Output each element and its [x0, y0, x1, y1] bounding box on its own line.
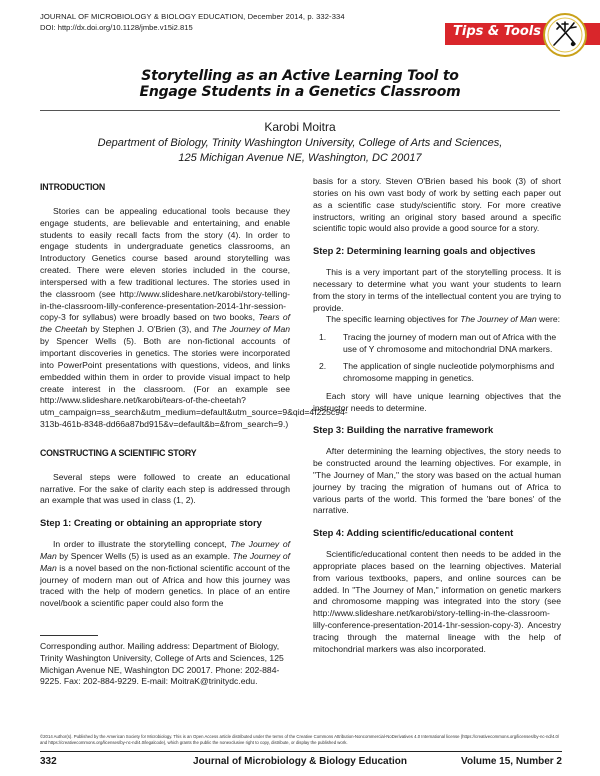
step2-text-a: The specific learning objectives for — [326, 314, 461, 325]
step2-paragraph-3: Each story will have unique learning objectives that the instructor needs to determine. — [313, 390, 561, 413]
affiliation-line-2: 125 Michigan Avenue NE, Washington, DC 20017 — [178, 152, 422, 164]
objective-number: 2. — [319, 360, 327, 371]
objectives-list — [313, 332, 561, 384]
intro-paragraph — [40, 205, 348, 431]
author-affiliation — [0, 136, 600, 166]
objective-text: Tracing the journey of modern man out of Africa with the use of Y chromosome and mitochondrial DNA markers. — [343, 332, 557, 355]
author-name: Karobi Moitra — [264, 120, 336, 134]
objective-number: 1. — [319, 332, 327, 343]
intro-heading: INTRODUCTION — [40, 182, 106, 192]
footnote-rule — [40, 635, 98, 636]
objective-text: The application of single nucleotide polymorphisms and chromosome mapping in genetics. — [343, 360, 555, 383]
footer-rule — [40, 751, 562, 752]
book-title-journey: The Journey of Man — [211, 324, 291, 335]
book-title-cheetah: Tears of the Cheetah — [40, 312, 291, 335]
title-line-1: Storytelling as an Active Learning Tool to — [141, 68, 459, 84]
construct-paragraph: Several steps were followed to create an educational narrative. For the sake of clarity each step is addressed through an example that was used in class (1, 2). — [40, 471, 290, 506]
page-number: 332 — [40, 756, 57, 767]
step1-book-title: The Journey of Man — [40, 539, 290, 561]
step1-text-b: by Spencer Wells (5) is used as an example. — [56, 550, 233, 561]
doi-line: DOI: http://dx.doi.org/10.1128/jmbe.v15i2.815 — [40, 23, 193, 32]
step2-paragraph-1: This is a very important part of the storytelling process. It is necessary to determine what you want your students to learn from the story in terms of the intellectual content you are trying to provide. — [313, 267, 561, 313]
construct-heading: CONSTRUCTING A SCIENTIFIC STORY — [40, 447, 197, 458]
continued-paragraph: basis for a story. Steven O'Brien based his book (3) of short stories on his own vast body of work by setting each paper out as a scientific case study/scientific story. For more creative instructors, writing an original story based around a specific scientific topic would also provide a good source for a story. — [313, 176, 561, 234]
step4-heading: Step 4: Adding scientific/educational content — [313, 527, 514, 539]
corresponding-author-footnote: Corresponding author. Mailing address: Department of Biology, Trinity Washington University, College of Arts and Sciences, 125 Michigan Avenue NE, Washington DC 20017. Phone: 202-884-9225. Fax: 202-884-9229. E-mail: MoitraK@trinitydc.edu. — [40, 641, 284, 687]
step4-paragraph: Scientific/educational content then needs to be added in the appropriate places based on the learning objectives. Material from various textbooks, papers, and online sources can be added. In "The Journey of Man," information on genetic markers and chromosome mapping was integrated into the story (see http://www.slideshare.net/karobi/story-telling-in-the-classroom-lilly-conference-presentation-2014-1hr-session-copy-3). Ancestry tracing through the maternal lineage with the help of mitochondrial markers was also incorporated. — [313, 549, 561, 654]
step1-book-title-2: The Journey of Man — [40, 550, 290, 573]
footer-volume: Volume 15, Number 2 — [461, 756, 562, 767]
step1-text-c: is a novel based on the non-fictional scientific account of the journey of modern man out of Africa and how this journey was traced with the help of modern genetics. In place of an entire novel/book a scientific paper could also form the — [40, 562, 290, 609]
intro-text-b: by Stephen J. O'Brien (3), and — [87, 324, 212, 335]
intro-text-c: by Spencer Wells (5). Both are non-fictional accounts of important discoveries in genetics. The stories were incorporated into PowerPoint presentations with questions, videos, and links embedded within them in order to provide visual impact to help create interest in the classroom. (For an example see http://www.slideshare.net/karobi/tears-of-the-cheetah?utm_campaign=ss_search&utm_medium=default&utm_source=9&qid=4f225c94-313b-461b-8348-dd66a87bd915&v=default&b=&from_search=9.) — [40, 336, 348, 430]
section-label: Tips & Tools — [453, 24, 542, 39]
step1-paragraph — [40, 539, 290, 610]
intro-text-a: Stories can be appealing educational tools because they engage students, are believable and entertaining, and enable students to easily recall facts from the story (4). In order to engage students in undergraduate genetics classrooms, an Introductory Genetics course based around storytelling was created. There were eleven stories included in the course, interspersed with a few traditional lectures. The stories used in the classroom (see http://www.slideshare.net/karobi/story-telling-in-the-classroom-lilly-conference-presentation-2014-1hr-session-copy-3 for syllabus) were broadly based on two books, — [40, 205, 290, 323]
step3-paragraph: After determining the learning objectives, the story needs to be constructed around the learning objectives. For example, in "The Journey of Man," the story was based on the actual human journey by tracing the migration of humans out of Africa to various parts of the world. This formed the 'bare bones' of the narrative. — [313, 446, 561, 516]
left-column — [40, 176, 348, 610]
tips-tools-logo-icon — [540, 10, 590, 60]
step2-paragraph-2 — [313, 314, 561, 326]
list-item — [313, 361, 561, 385]
step2-text-b: were: — [536, 314, 561, 325]
step3-heading: Step 3: Building the narrative framework — [313, 424, 494, 436]
right-column — [313, 176, 561, 656]
journal-header-line: JOURNAL OF MICROBIOLOGY & BIOLOGY EDUCATION, December 2014, p. 332-334 — [40, 12, 345, 21]
list-item — [313, 332, 561, 356]
title-line-2: Engage Students in a Genetics Classroom — [139, 84, 461, 100]
title-rule — [40, 110, 560, 111]
license-text: ©2014 Author(s). Published by the American Society for Microbiology. This is an Open Access article distributed under the terms of the Creative Commons Attribution-Noncommercial-NoDerivatives 4.0 International license (https://creativecommons.org/licenses/by-nc-nd/4.0/ and https://creativecommons.org/licenses/by-nc-nd/4.0/legalcode), which grants the public the nonexclusive right to copy, distribute, or display the published work. — [40, 734, 560, 745]
affiliation-line-1: Department of Biology, Trinity Washington University, College of Arts and Sciences, — [97, 137, 503, 149]
tips-tools-banner — [445, 14, 600, 64]
article-title — [0, 68, 600, 100]
step1-heading: Step 1: Creating or obtaining an appropriate story — [40, 517, 262, 529]
step2-book-title: The Journey of Man — [460, 314, 537, 325]
step2-heading: Step 2: Determining learning goals and objectives — [313, 245, 536, 257]
footer-journal-name: Journal of Microbiology & Biology Education — [193, 756, 407, 767]
step1-text-a: In order to illustrate the storytelling concept, — [53, 539, 231, 550]
